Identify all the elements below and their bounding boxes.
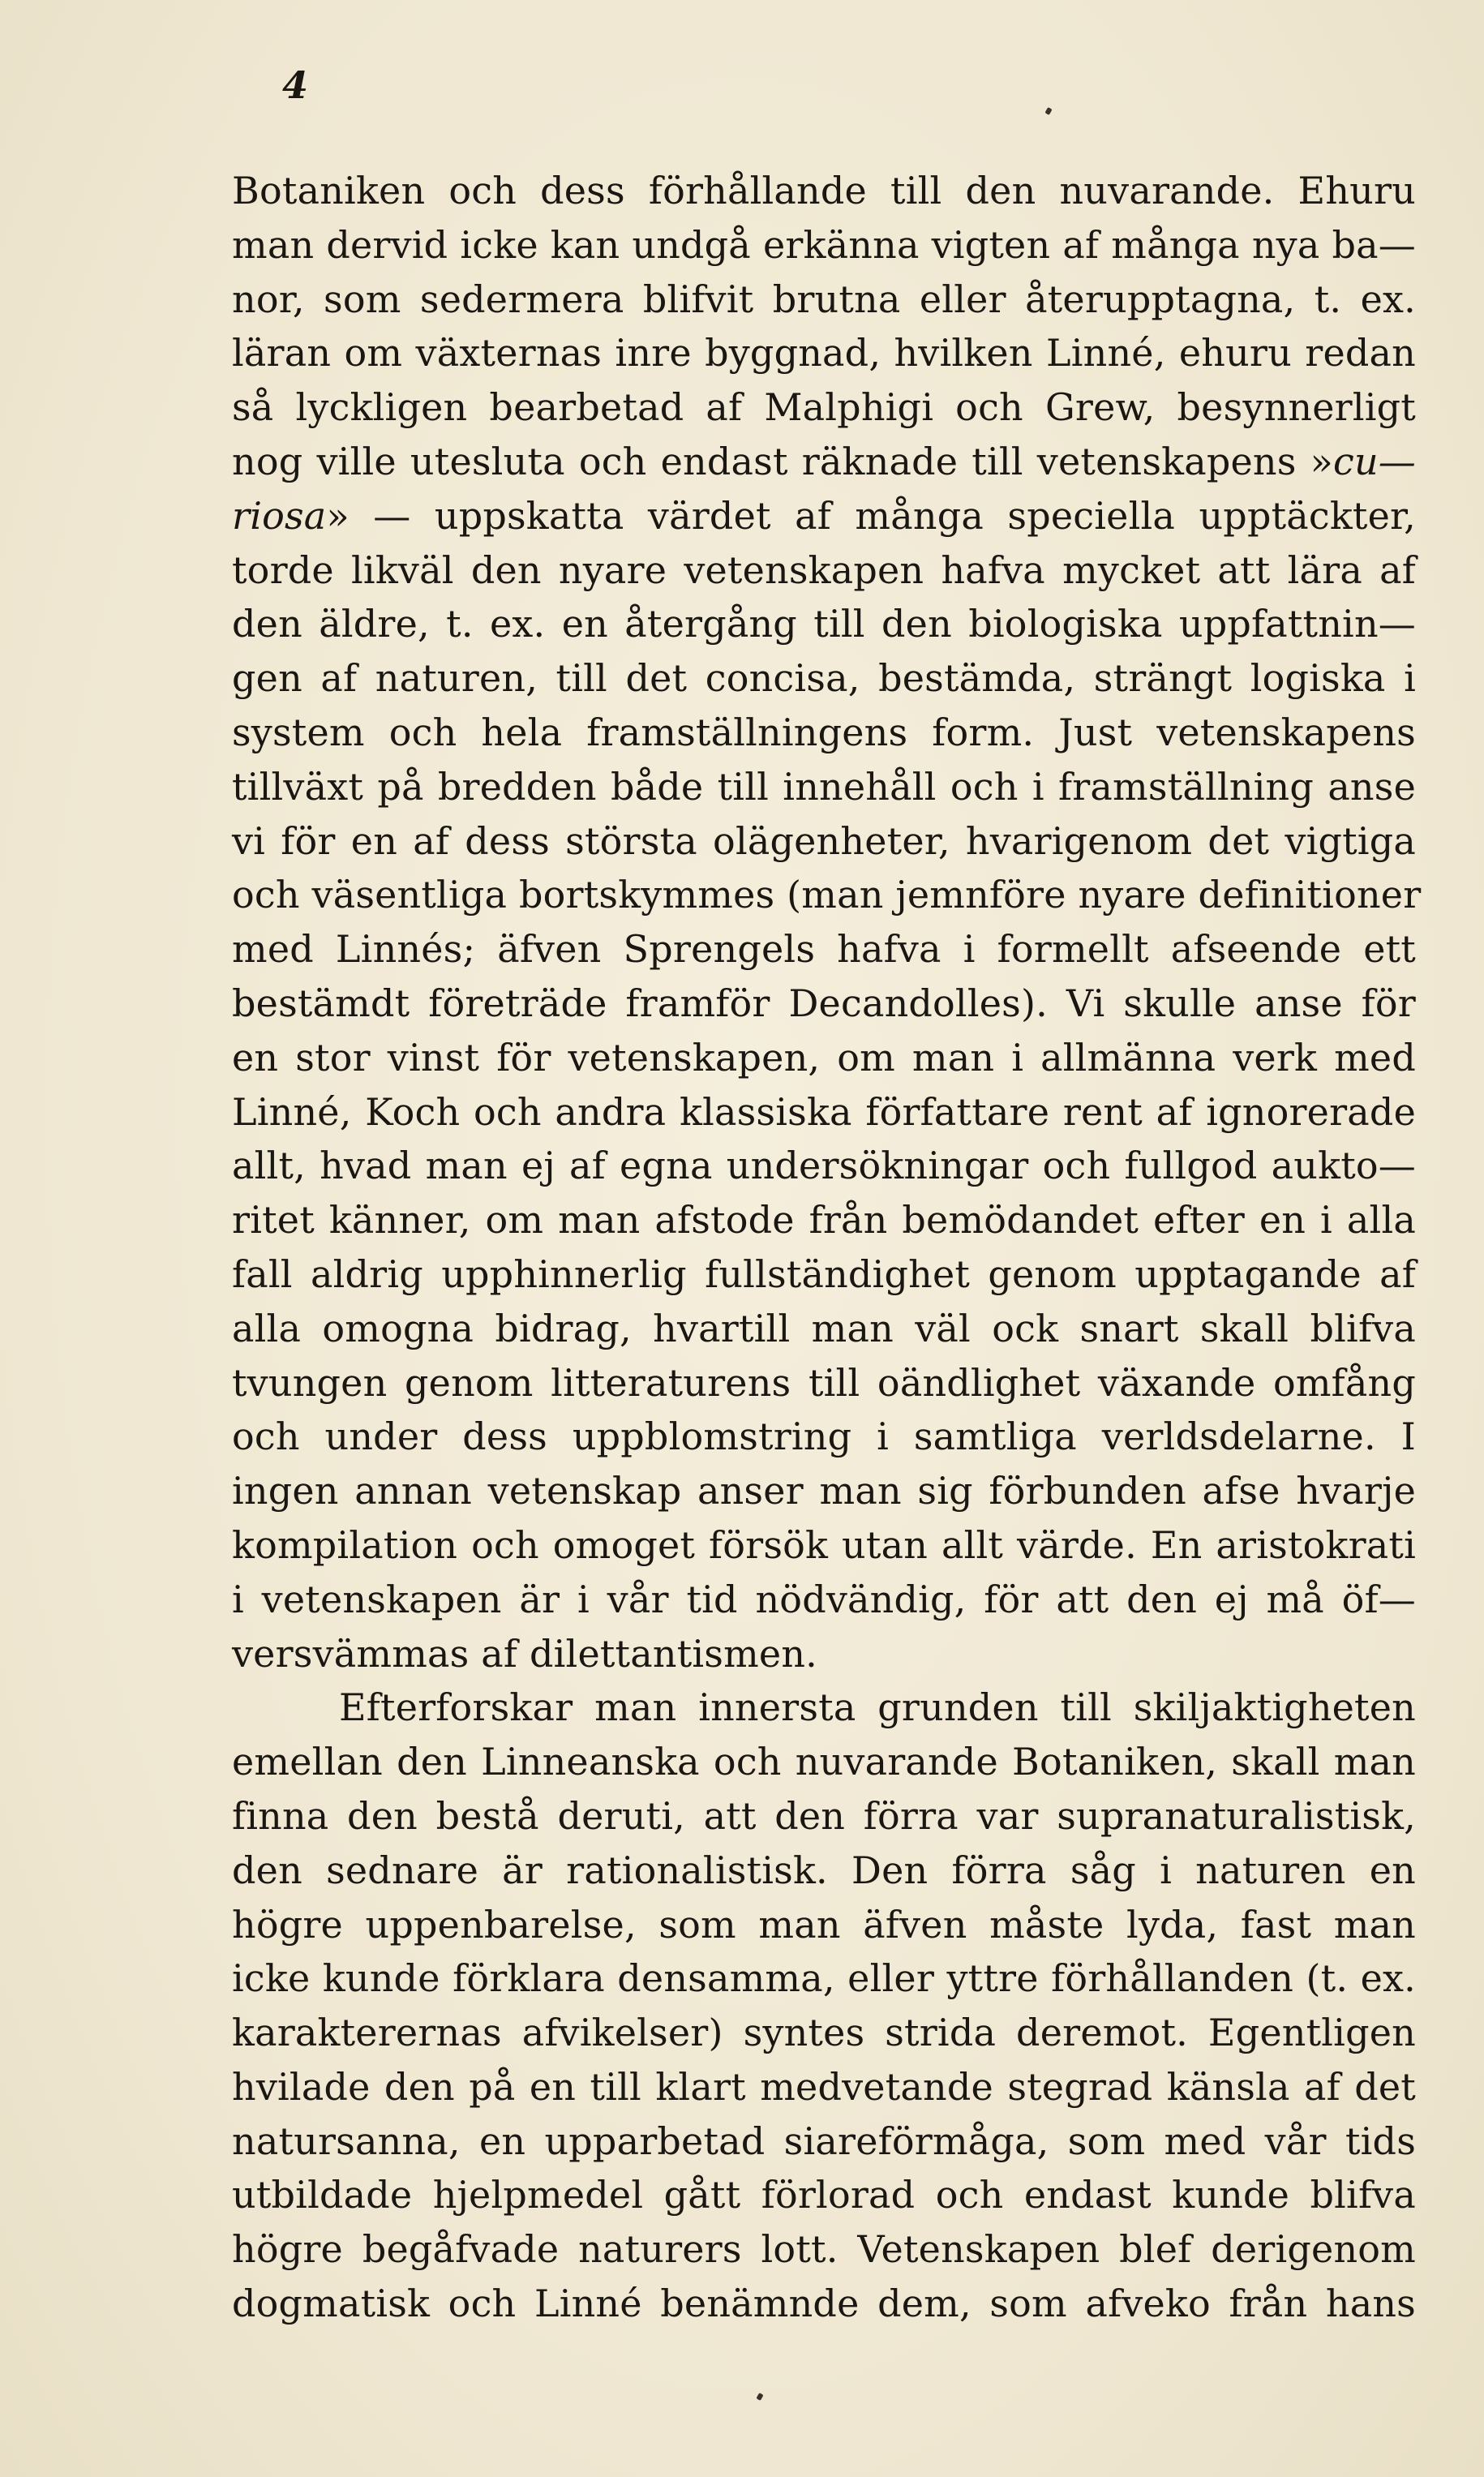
text-line: utbildade hjelpmedel gått förlorad och endast kunde blifva bbox=[232, 2173, 1416, 2217]
text-line: vi för en af dess största olägenheter, hvarigenom det vigtiga bbox=[232, 818, 1416, 863]
text-line: högre uppenbarelse, som man äfven måste lyda, fast man bbox=[232, 1902, 1416, 1947]
text-line: kompilation och omoget försök utan allt värde. En aristokrati bbox=[232, 1522, 1416, 1567]
text-line: högre begåfvade naturers lott. Vetenskapen blef derigenom bbox=[232, 2227, 1416, 2272]
text-line: dogmatisk och Linné benämnde dem, som afveko från hans bbox=[232, 2282, 1416, 2326]
text-line: med Linnés; äfven Sprengels hafva i formellt afseende ett bbox=[232, 927, 1416, 972]
print-speck bbox=[1044, 107, 1052, 115]
text-line: tvungen genom litteraturens till oändlighet växande omfång bbox=[232, 1360, 1416, 1405]
text-line: hvilade den på en till klart medvetande stegrad känsla af det bbox=[232, 2064, 1416, 2109]
body-text bbox=[232, 164, 1422, 2331]
text-line: torde likväl den nyare vetenskapen hafva mycket att lära af bbox=[232, 547, 1416, 592]
text-line: och väsentliga bortskymmes (man jemnföre nyare definitioner bbox=[232, 873, 1422, 917]
text-line: läran om växternas inre byggnad, hvilken Linné, ehuru redan bbox=[232, 331, 1416, 376]
print-speck bbox=[756, 2393, 763, 2401]
text-line: och under dess uppblomstring i samtliga verldsdelarne. I bbox=[232, 1415, 1416, 1459]
text-line: Linné, Koch och andra klassiska författare rent af ignorerade bbox=[232, 1089, 1416, 1134]
text-line: system och hela framställningens form. Just vetenskapens bbox=[232, 710, 1416, 754]
text-line: tillväxt på bredden både till innehåll och i framställning anse bbox=[232, 764, 1416, 809]
page-number: 4 bbox=[282, 63, 309, 107]
text-line: en stor vinst för vetenskapen, om man i allmänna verk med bbox=[232, 1035, 1416, 1080]
text-line: bestämdt företräde framför Decandolles). Vi skulle anse för bbox=[232, 981, 1416, 1025]
text-line: den sednare är rationalistisk. Den förra såg i naturen en bbox=[232, 1848, 1416, 1892]
text-line: nor, som sedermera blifvit brutna eller återupptagna, t. ex. bbox=[232, 277, 1416, 321]
text-line: alla omogna bidrag, hvartill man väl ock snart skall blifva bbox=[232, 1306, 1416, 1350]
text-line: emellan den Linneanska och nuvarande Botaniken, skall man bbox=[232, 1740, 1416, 1784]
text-line: den äldre, t. ex. en återgång till den biologiska uppfattnin— bbox=[232, 602, 1416, 646]
text-line: versvämmas af dilettantismen. bbox=[232, 1631, 817, 1676]
text-line: Botaniken och dess förhållande till den nuvarande. Ehuru bbox=[232, 169, 1416, 212]
text-line: gen af naturen, till det concisa, bestämda, strängt logiska i bbox=[232, 656, 1416, 701]
text-line: icke kunde förklara densamma, eller yttre förhållanden (t. ex. bbox=[232, 1956, 1416, 2001]
text-line: i vetenskapen är i vår tid nödvändig, för att den ej må öf— bbox=[232, 1577, 1416, 1621]
text-line: nog ville utesluta och endast räknade till vetenskapens »cu— bbox=[232, 439, 1416, 483]
text-line: finna den bestå deruti, att den förra var supranaturalistisk, bbox=[232, 1793, 1416, 1838]
text-line: ingen annan vetenskap anser man sig förbunden afse hvarje bbox=[232, 1469, 1416, 1513]
text-line: ritet känner, om man afstode från bemödandet efter en i alla bbox=[232, 1198, 1416, 1243]
text-line: allt, hvad man ej af egna undersökningar och fullgod aukto— bbox=[232, 1144, 1416, 1188]
text-line: riosa» — uppskatta värdet af många speciella upptäckter, bbox=[232, 493, 1416, 538]
text-line: Efterforskar man innersta grunden till skiljaktigheten bbox=[339, 1685, 1416, 1730]
text-line: karakterernas afvikelser) syntes strida deremot. Egentligen bbox=[232, 2011, 1416, 2055]
text-line: natursanna, en upparbetad siareförmåga, som med vår tids bbox=[232, 2119, 1416, 2163]
text-line: så lyckligen bearbetad af Malphigi och Grew, besynnerligt bbox=[232, 385, 1416, 430]
text-line: fall aldrig upphinnerlig fullständighet genom upptagande af bbox=[232, 1251, 1416, 1296]
text-line: man dervid icke kan undgå erkänna vigten af många nya ba— bbox=[232, 222, 1416, 267]
